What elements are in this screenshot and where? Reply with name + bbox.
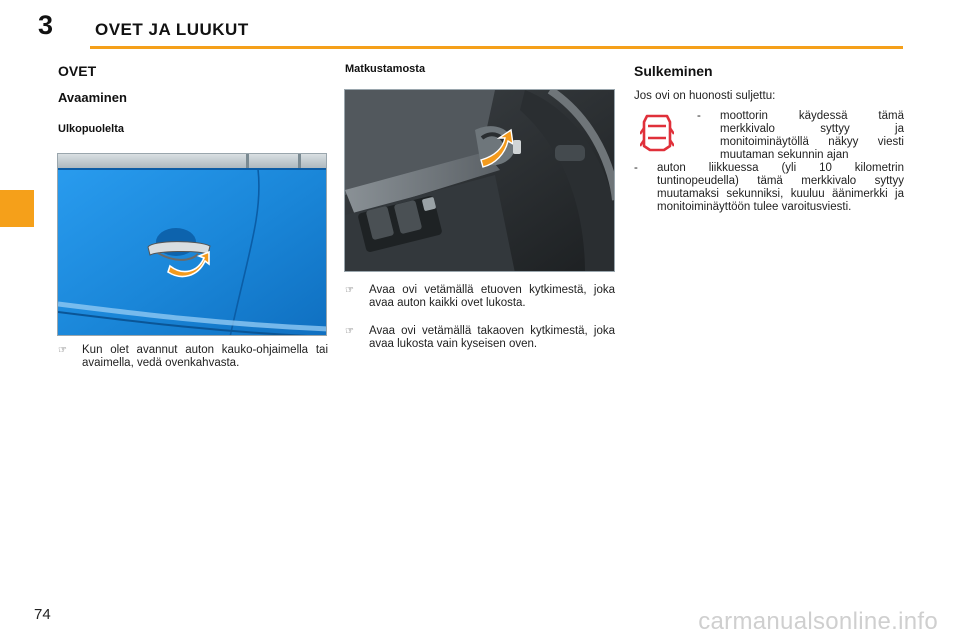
dash-marker: - [634,162,638,174]
warning-item-vehicle-moving [634,162,904,214]
section-title-doors: OVET [58,63,97,79]
watermark: carmanualsonline.info [698,608,938,635]
closing-intro: Jos ovi on huonosti suljettu: [634,90,776,102]
outside-open-text: Kun olet avannut auton kauko-ohjaimella tai avaimella, vedä ovenkahvasta. [82,344,328,369]
chapter-number: 3 [38,10,54,40]
pointing-hand-icon: ☞ [345,326,354,337]
rear-door-instruction [345,325,615,351]
outside-open-instruction [58,344,328,370]
section-title-closing: Sulkeminen [634,63,713,79]
page-number: 74 [34,606,51,623]
front-door-instruction [345,284,615,310]
chapter-title: OVET JA LUUKUT [95,20,249,39]
dash-marker: - [697,110,701,122]
header-divider [90,46,903,49]
interior-door-switch-illustration [344,89,615,272]
chapter-side-tab [0,190,34,227]
front-door-text: Avaa ovi vetämällä etuoven kytkimestä, joka avaa auton kaikki ovet lukosta. [369,284,615,309]
heading-from-outside: Ulkopuolelta [58,123,125,135]
subsection-title-opening: Avaaminen [58,90,127,105]
interior-door-switch-image [345,90,615,272]
exterior-door-handle-illustration [57,153,327,336]
heading-from-cabin: Matkustamosta [345,63,426,75]
pointing-hand-icon: ☞ [345,285,354,296]
rear-door-text: Avaa ovi vetämällä takaoven kytkimestä, joka avaa lukosta vain kyseisen oven. [369,325,615,350]
warning-item-engine-running [697,110,904,162]
warning-item-moving-text: auton liikkuessa (yli 10 kilometrin tuntinopeudella) tämä merkkivalo syttyy muutamaksi sekunniksi, kuuluu äänimerkki ja monitoiminäyttöön tulee varoitusviesti. [657,162,904,213]
warning-item-engine-text: moottorin käydessä tämä merkkivalo syttyy ja monitoiminäytöllä näkyy viesti muutaman sekunnin ajan [720,110,904,161]
door-open-warning-icon [640,112,674,152]
pointing-hand-icon: ☞ [58,345,67,356]
door-open-warning-symbol [640,112,674,152]
exterior-door-handle-image [58,154,327,336]
